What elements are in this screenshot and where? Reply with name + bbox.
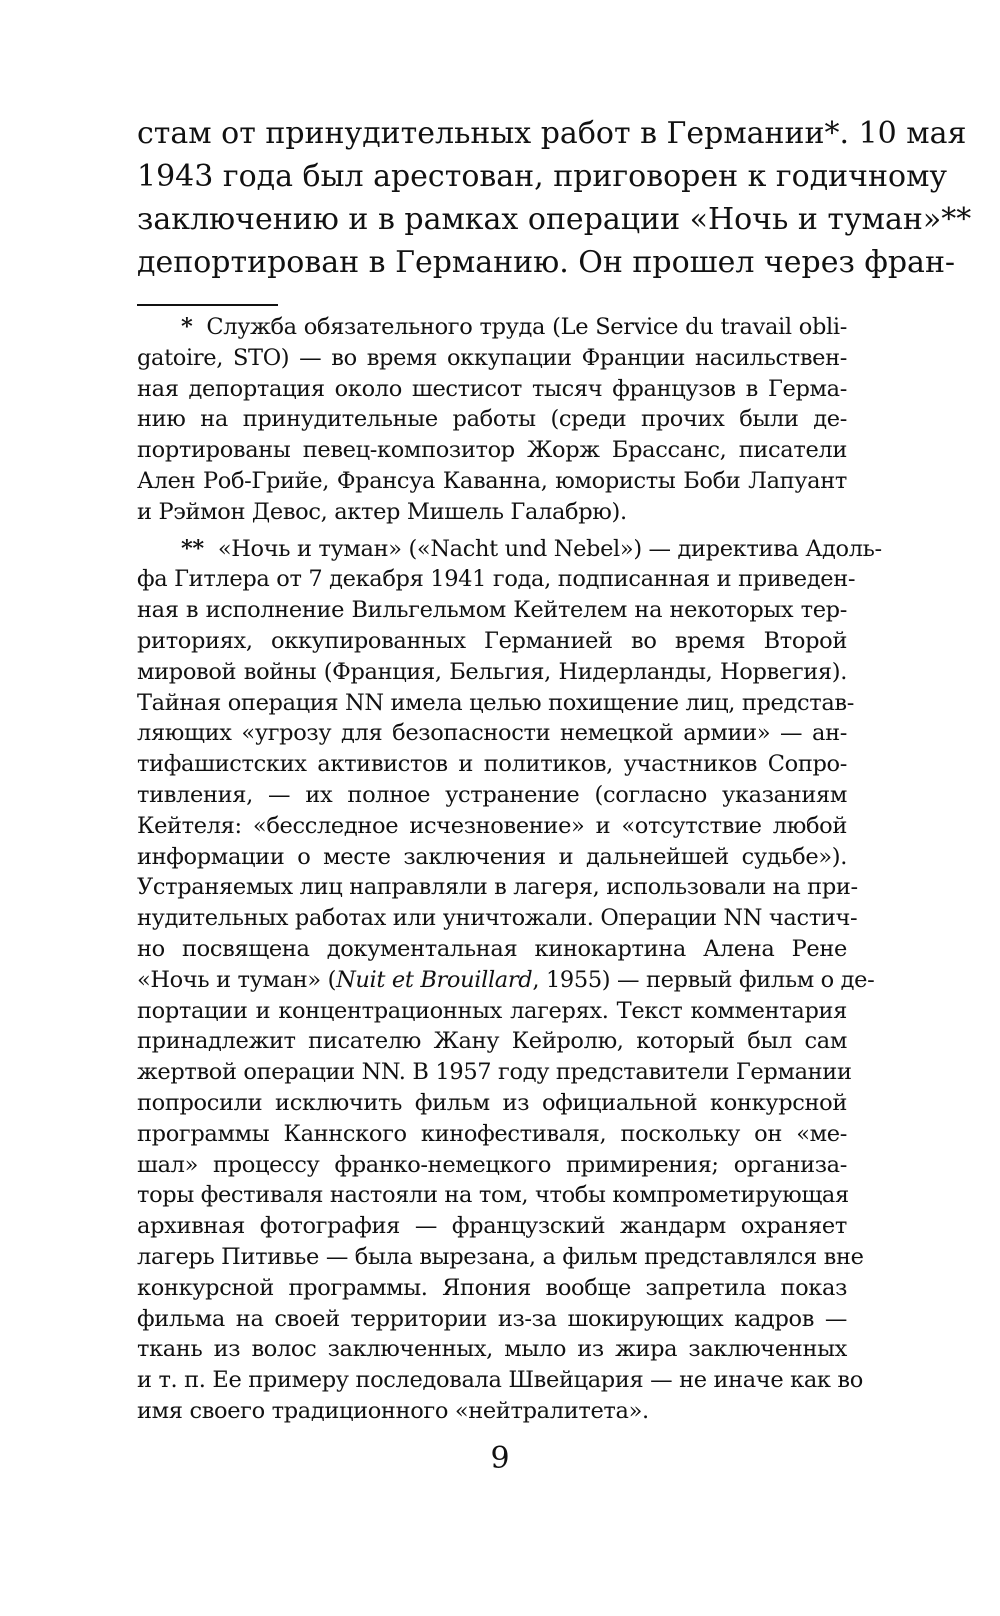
footnotes xyxy=(137,312,882,1427)
footnote-1 xyxy=(137,312,847,528)
footnote-line: фильма на своей территории из-за шокирующих кадров — xyxy=(137,1305,847,1332)
footnote-line: тифашистских активистов и политиков, участников Сопро- xyxy=(137,751,847,778)
footnote-line: * Служба обязательного труда (Le Service du travail obli- xyxy=(181,314,847,340)
footnote-mark: ** xyxy=(181,535,204,562)
footnote-mark: * xyxy=(181,314,193,340)
footnote-line: лагерь Питивье — была вырезана, а фильм представлялся вне xyxy=(137,1243,864,1270)
footnote-line: информации о месте заключения и дальнейшей судьбе»). xyxy=(137,843,847,870)
footnote-line: ная в исполнение Вильгельмом Кейтелем на некоторых тер- xyxy=(137,597,847,624)
footnote-line-film: «Ночь и туман» (Nuit et Brouillard, 1955) — первый фильм о де- xyxy=(137,966,875,993)
footnote-line: тивления, — их полное устранение (согласно указаниям xyxy=(137,781,847,808)
page-number: 9 xyxy=(490,1441,510,1476)
footnote-line: ляющих «угрозу для безопасности немецкой армии» — ан- xyxy=(137,720,847,747)
main-text-line: депортирован в Германию. Он прошел через фран- xyxy=(137,245,956,280)
footnote-line: но посвящена документальная кинокартина Алена Рене xyxy=(137,935,847,962)
footnote-line: gatoire, STO) — во время оккупации Франции насильствен- xyxy=(137,344,847,371)
footnote-line: фа Гитлера от 7 декабря 1941 года, подписанная и приведен- xyxy=(137,566,856,593)
footnote-line: риториях, оккупированных Германией во время Второй xyxy=(137,627,847,654)
footnote-line: Устраняемых лиц направляли в лагеря, использовали на при- xyxy=(137,874,858,901)
footnote-line: программы Каннского кинофестиваля, поскольку он «ме- xyxy=(137,1120,847,1147)
page-body xyxy=(137,112,972,1427)
main-text-line: 1943 года был арестован, приговорен к годичному xyxy=(137,159,948,194)
footnote-line: шал» процессу франко-немецкого примирения; организа- xyxy=(137,1151,847,1178)
footnote-line: Ален Роб-Грийе, Франсуа Каванна, юмористы Боби Лапуант xyxy=(137,467,847,494)
footnote-line: жертвой операции NN. В 1957 году представители Германии xyxy=(137,1059,852,1086)
main-text xyxy=(137,112,972,284)
footnote-line: конкурсной программы. Япония вообще запретила показ xyxy=(137,1274,847,1301)
footnote-line: ** «Ночь и туман» («Nacht und Nebel») — директива Адоль- xyxy=(181,535,882,562)
main-text-line: заключению и в рамках операции «Ночь и туман»** xyxy=(137,202,972,237)
footnote-line: мировой войны (Франция, Бельгия, Нидерланды, Норвегия). xyxy=(137,658,847,685)
footnote-line: портации и концентрационных лагерях. Текст комментария xyxy=(137,997,847,1024)
footnote-line: нию на принудительные работы (среди прочих были де- xyxy=(137,406,847,433)
footnote-line: попросили исключить фильм из официальной конкурсной xyxy=(137,1089,847,1116)
footnote-line: архивная фотография — французский жандарм охраняет xyxy=(137,1213,847,1240)
footnote-line: нудительных работах или уничтожали. Операции NN частич- xyxy=(137,905,858,932)
footnote-line: и Рэймон Девос, актер Мишель Галабрю). xyxy=(137,498,627,525)
footnote-line: имя своего традиционного «нейтралитета». xyxy=(137,1397,649,1424)
footnote-line: ткань из волос заключенных, мыло из жира заключенных xyxy=(137,1336,847,1363)
footnote-line: Кейтеля: «бесследное исчезновение» и «отсутствие любой xyxy=(137,812,847,839)
footnote-line: ная депортация около шестисот тысяч французов в Герма- xyxy=(137,375,847,402)
footnote-2 xyxy=(137,534,882,1427)
footnote-line: принадлежит писателю Жану Кейролю, который был сам xyxy=(137,1028,847,1055)
footnote-divider xyxy=(137,304,278,306)
footnote-line: Тайная операция NN имела целью похищение лиц, представ- xyxy=(137,689,854,716)
footnote-line: портированы певец-композитор Жорж Брассанс, писатели xyxy=(137,437,847,464)
footnote-line: торы фестиваля настояли на том, чтобы компрометирующая xyxy=(137,1182,849,1209)
main-text-line: стам от принудительных работ в Германии*. 10 мая xyxy=(137,116,967,151)
footnote-line: и т. п. Ее примеру последовала Швейцария — не иначе как во xyxy=(137,1367,863,1394)
film-title: Nuit et Brouillard xyxy=(336,966,533,993)
